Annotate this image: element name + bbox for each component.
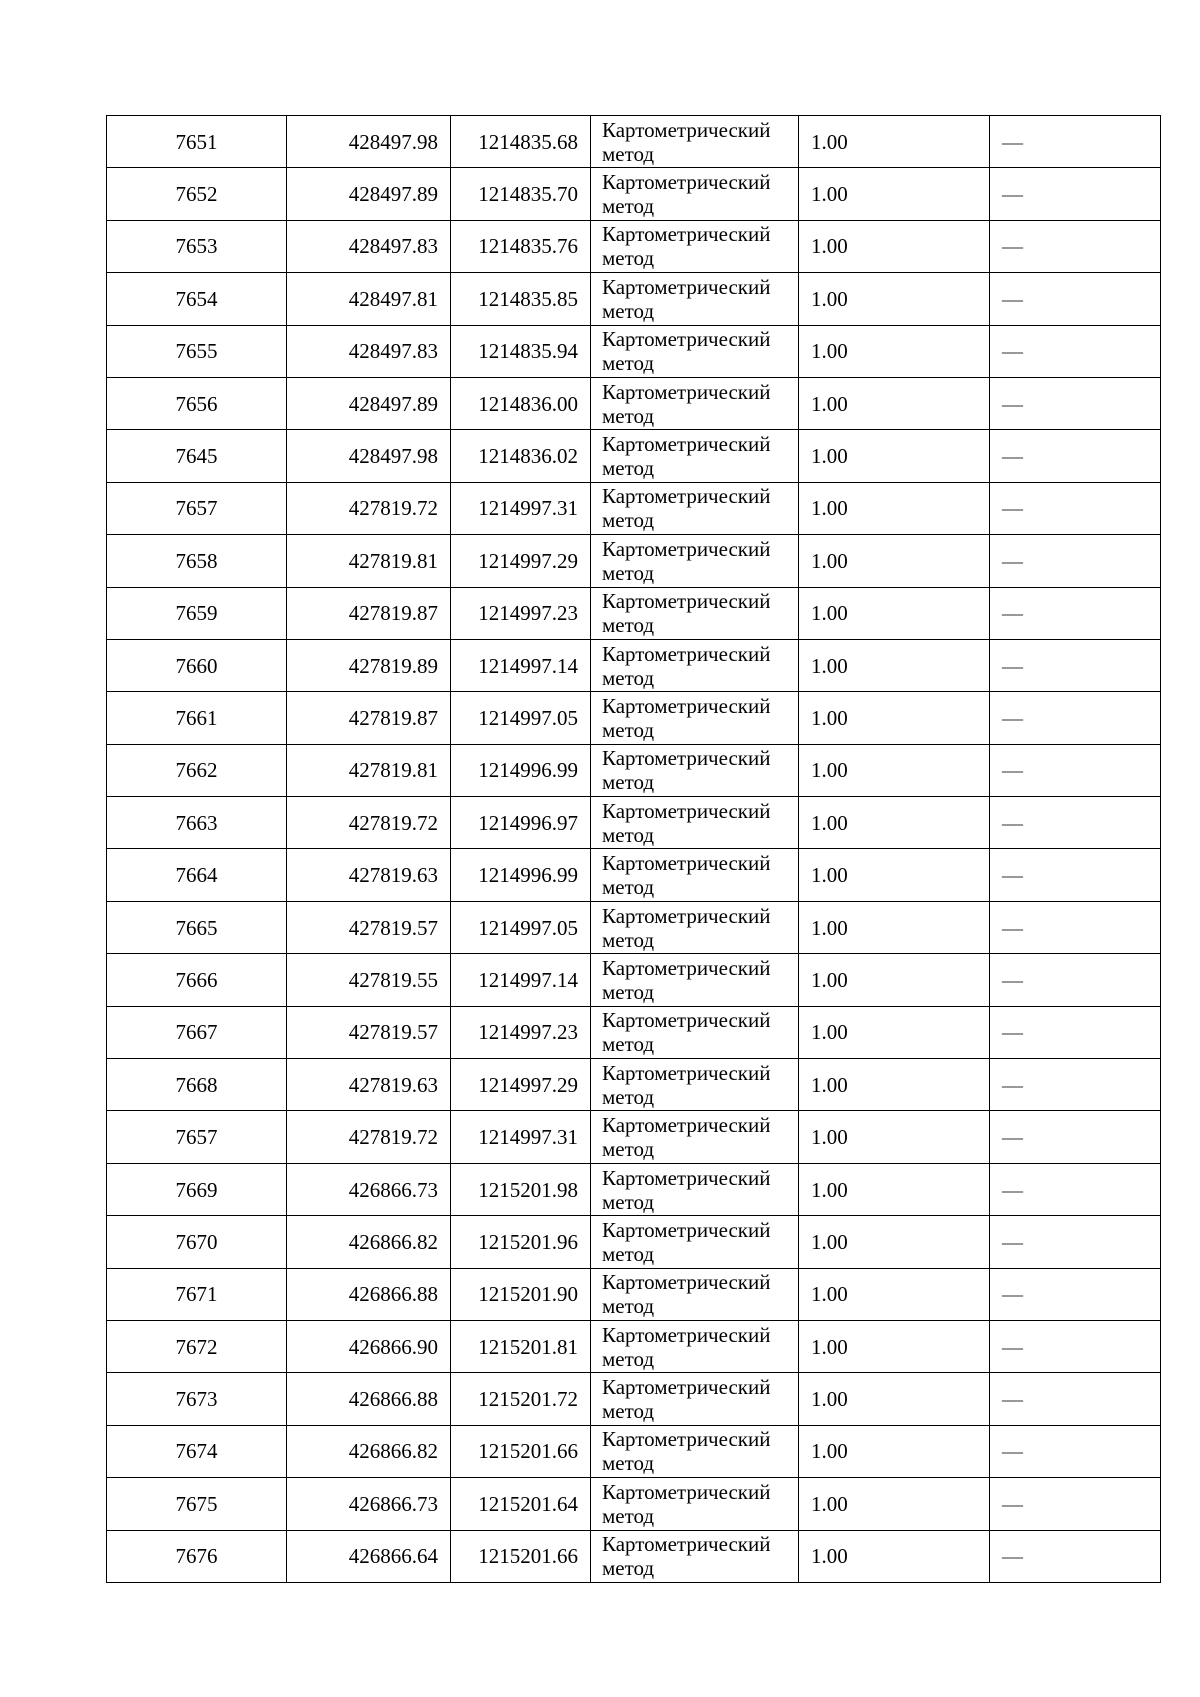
accuracy-cell: 1.00 (799, 377, 990, 429)
accuracy-cell: 1.00 (799, 1163, 990, 1215)
x-coordinate-cell: 426866.90 (287, 1320, 451, 1372)
method-cell (591, 1320, 799, 1372)
point-number-cell: 7656 (107, 377, 287, 429)
method-text: Картометрический метод (602, 274, 771, 323)
description-cell: — (990, 220, 1161, 272)
method-cell (591, 273, 799, 325)
method-text: Картометрический метод (602, 1270, 771, 1319)
method-cell (591, 377, 799, 429)
point-number-cell: 7651 (107, 116, 287, 168)
description-cell: — (990, 377, 1161, 429)
method-cell (591, 797, 799, 849)
description-cell: — (990, 1268, 1161, 1320)
point-number-cell: 7658 (107, 535, 287, 587)
accuracy-cell: 1.00 (799, 849, 990, 901)
method-cell (591, 535, 799, 587)
table-row (107, 1373, 1161, 1425)
x-coordinate-cell: 427819.87 (287, 587, 451, 639)
table-row (107, 1478, 1161, 1530)
y-coordinate-cell: 1214996.99 (451, 744, 591, 796)
table-row (107, 1216, 1161, 1268)
accuracy-cell: 1.00 (799, 1320, 990, 1372)
description-cell: — (990, 587, 1161, 639)
accuracy-cell: 1.00 (799, 744, 990, 796)
y-coordinate-cell: 1214997.23 (451, 1006, 591, 1058)
point-number-cell: 7660 (107, 639, 287, 691)
y-coordinate-cell: 1214835.76 (451, 220, 591, 272)
method-text: Картометрический метод (602, 1113, 771, 1162)
method-text: Картометрический метод (602, 484, 771, 533)
x-coordinate-cell: 426866.64 (287, 1530, 451, 1582)
table-row (107, 692, 1161, 744)
point-number-cell: 7670 (107, 1216, 287, 1268)
description-cell: — (990, 639, 1161, 691)
table-row (107, 797, 1161, 849)
y-coordinate-cell: 1215201.98 (451, 1163, 591, 1215)
y-coordinate-cell: 1214997.29 (451, 1059, 591, 1111)
description-cell: — (990, 1059, 1161, 1111)
accuracy-cell: 1.00 (799, 1059, 990, 1111)
method-text: Картометрический метод (602, 1060, 771, 1109)
coordinates-table (106, 115, 1161, 1583)
point-number-cell: 7675 (107, 1478, 287, 1530)
x-coordinate-cell: 427819.72 (287, 797, 451, 849)
table-row (107, 849, 1161, 901)
method-text: Картометрический метод (602, 1375, 771, 1424)
y-coordinate-cell: 1215201.90 (451, 1268, 591, 1320)
x-coordinate-cell: 427819.55 (287, 954, 451, 1006)
description-cell: — (990, 744, 1161, 796)
y-coordinate-cell: 1214996.99 (451, 849, 591, 901)
y-coordinate-cell: 1214997.14 (451, 954, 591, 1006)
description-cell: — (990, 1373, 1161, 1425)
table-row (107, 1320, 1161, 1372)
method-cell (591, 1059, 799, 1111)
x-coordinate-cell: 427819.81 (287, 744, 451, 796)
x-coordinate-cell: 428497.89 (287, 168, 451, 220)
table-row (107, 1163, 1161, 1215)
accuracy-cell: 1.00 (799, 482, 990, 534)
table-row (107, 639, 1161, 691)
description-cell: — (990, 1530, 1161, 1582)
accuracy-cell: 1.00 (799, 797, 990, 849)
accuracy-cell: 1.00 (799, 692, 990, 744)
method-cell (591, 744, 799, 796)
point-number-cell: 7669 (107, 1163, 287, 1215)
accuracy-cell: 1.00 (799, 273, 990, 325)
description-cell: — (990, 482, 1161, 534)
x-coordinate-cell: 428497.89 (287, 377, 451, 429)
description-cell: — (990, 430, 1161, 482)
table-row (107, 430, 1161, 482)
description-cell: — (990, 1111, 1161, 1163)
method-cell (591, 430, 799, 482)
x-coordinate-cell: 426866.88 (287, 1268, 451, 1320)
method-cell (591, 116, 799, 168)
method-cell (591, 1216, 799, 1268)
method-cell (591, 1268, 799, 1320)
x-coordinate-cell: 426866.73 (287, 1163, 451, 1215)
point-number-cell: 7663 (107, 797, 287, 849)
table-row (107, 1059, 1161, 1111)
method-text: Картометрический метод (602, 1008, 771, 1057)
y-coordinate-cell: 1215201.66 (451, 1425, 591, 1477)
y-coordinate-cell: 1215201.66 (451, 1530, 591, 1582)
point-number-cell: 7659 (107, 587, 287, 639)
accuracy-cell: 1.00 (799, 325, 990, 377)
point-number-cell: 7645 (107, 430, 287, 482)
point-number-cell: 7657 (107, 1111, 287, 1163)
y-coordinate-cell: 1214835.68 (451, 116, 591, 168)
method-cell (591, 168, 799, 220)
y-coordinate-cell: 1214835.70 (451, 168, 591, 220)
method-cell (591, 1478, 799, 1530)
description-cell: — (990, 954, 1161, 1006)
method-cell (591, 1530, 799, 1582)
point-number-cell: 7667 (107, 1006, 287, 1058)
x-coordinate-cell: 426866.88 (287, 1373, 451, 1425)
x-coordinate-cell: 427819.81 (287, 535, 451, 587)
method-text: Картометрический метод (602, 1479, 771, 1528)
accuracy-cell: 1.00 (799, 1530, 990, 1582)
coordinates-table-body (107, 116, 1161, 1583)
point-number-cell: 7671 (107, 1268, 287, 1320)
y-coordinate-cell: 1214997.23 (451, 587, 591, 639)
x-coordinate-cell: 426866.82 (287, 1425, 451, 1477)
accuracy-cell: 1.00 (799, 1216, 990, 1268)
point-number-cell: 7672 (107, 1320, 287, 1372)
description-cell: — (990, 849, 1161, 901)
accuracy-cell: 1.00 (799, 587, 990, 639)
point-number-cell: 7657 (107, 482, 287, 534)
accuracy-cell: 1.00 (799, 116, 990, 168)
x-coordinate-cell: 427819.57 (287, 1006, 451, 1058)
x-coordinate-cell: 426866.73 (287, 1478, 451, 1530)
point-number-cell: 7653 (107, 220, 287, 272)
accuracy-cell: 1.00 (799, 430, 990, 482)
y-coordinate-cell: 1214997.14 (451, 639, 591, 691)
x-coordinate-cell: 427819.72 (287, 482, 451, 534)
y-coordinate-cell: 1214996.97 (451, 797, 591, 849)
point-number-cell: 7662 (107, 744, 287, 796)
table-row (107, 535, 1161, 587)
method-text: Картометрический метод (602, 851, 771, 900)
y-coordinate-cell: 1214836.02 (451, 430, 591, 482)
accuracy-cell: 1.00 (799, 1268, 990, 1320)
method-cell (591, 639, 799, 691)
point-number-cell: 7661 (107, 692, 287, 744)
table-row (107, 901, 1161, 953)
accuracy-cell: 1.00 (799, 901, 990, 953)
x-coordinate-cell: 428497.81 (287, 273, 451, 325)
y-coordinate-cell: 1215201.81 (451, 1320, 591, 1372)
method-text: Картометрический метод (602, 1322, 771, 1371)
method-cell (591, 1163, 799, 1215)
table-row (107, 744, 1161, 796)
x-coordinate-cell: 427819.57 (287, 901, 451, 953)
description-cell: — (990, 692, 1161, 744)
description-cell: — (990, 535, 1161, 587)
y-coordinate-cell: 1214835.85 (451, 273, 591, 325)
method-cell (591, 220, 799, 272)
description-cell: — (990, 168, 1161, 220)
accuracy-cell: 1.00 (799, 220, 990, 272)
method-text: Картометрический метод (602, 379, 771, 428)
y-coordinate-cell: 1215201.64 (451, 1478, 591, 1530)
accuracy-cell: 1.00 (799, 1425, 990, 1477)
accuracy-cell: 1.00 (799, 1111, 990, 1163)
point-number-cell: 7664 (107, 849, 287, 901)
method-cell (591, 325, 799, 377)
description-cell: — (990, 1320, 1161, 1372)
x-coordinate-cell: 428497.83 (287, 325, 451, 377)
method-text: Картометрический метод (602, 170, 771, 219)
table-row (107, 116, 1161, 168)
point-number-cell: 7676 (107, 1530, 287, 1582)
table-row (107, 1530, 1161, 1582)
table-row (107, 1111, 1161, 1163)
accuracy-cell: 1.00 (799, 168, 990, 220)
x-coordinate-cell: 427819.87 (287, 692, 451, 744)
table-row (107, 325, 1161, 377)
description-cell: — (990, 273, 1161, 325)
method-text: Картометрический метод (602, 432, 771, 481)
description-cell: — (990, 1006, 1161, 1058)
method-text: Картометрический метод (602, 955, 771, 1004)
point-number-cell: 7654 (107, 273, 287, 325)
table-row (107, 1006, 1161, 1058)
table-row (107, 377, 1161, 429)
point-number-cell: 7665 (107, 901, 287, 953)
method-cell (591, 1111, 799, 1163)
point-number-cell: 7673 (107, 1373, 287, 1425)
method-cell (591, 482, 799, 534)
accuracy-cell: 1.00 (799, 535, 990, 587)
x-coordinate-cell: 427819.63 (287, 1059, 451, 1111)
method-text: Картометрический метод (602, 536, 771, 585)
y-coordinate-cell: 1214997.31 (451, 1111, 591, 1163)
description-cell: — (990, 325, 1161, 377)
x-coordinate-cell: 426866.82 (287, 1216, 451, 1268)
description-cell: — (990, 797, 1161, 849)
method-text: Картометрический метод (602, 1165, 771, 1214)
y-coordinate-cell: 1214836.00 (451, 377, 591, 429)
method-cell (591, 954, 799, 1006)
point-number-cell: 7668 (107, 1059, 287, 1111)
accuracy-cell: 1.00 (799, 1373, 990, 1425)
description-cell: — (990, 1163, 1161, 1215)
table-row (107, 168, 1161, 220)
method-text: Картометрический метод (602, 117, 771, 166)
point-number-cell: 7655 (107, 325, 287, 377)
accuracy-cell: 1.00 (799, 639, 990, 691)
table-row (107, 587, 1161, 639)
method-text: Картометрический метод (602, 1427, 771, 1476)
method-text: Картометрический метод (602, 746, 771, 795)
accuracy-cell: 1.00 (799, 1478, 990, 1530)
method-text: Картометрический метод (602, 222, 771, 271)
method-cell (591, 849, 799, 901)
method-text: Картометрический метод (602, 693, 771, 742)
x-coordinate-cell: 428497.98 (287, 430, 451, 482)
x-coordinate-cell: 427819.72 (287, 1111, 451, 1163)
table-row (107, 1268, 1161, 1320)
method-cell (591, 901, 799, 953)
table-row (107, 220, 1161, 272)
y-coordinate-cell: 1214997.29 (451, 535, 591, 587)
description-cell: — (990, 1425, 1161, 1477)
method-cell (591, 692, 799, 744)
y-coordinate-cell: 1215201.96 (451, 1216, 591, 1268)
table-row (107, 954, 1161, 1006)
method-text: Картометрический метод (602, 1217, 771, 1266)
method-text: Картометрический метод (602, 798, 771, 847)
method-cell (591, 1006, 799, 1058)
method-text: Картометрический метод (602, 641, 771, 690)
x-coordinate-cell: 427819.63 (287, 849, 451, 901)
table-row (107, 1425, 1161, 1477)
accuracy-cell: 1.00 (799, 954, 990, 1006)
method-text: Картометрический метод (602, 903, 771, 952)
y-coordinate-cell: 1214997.05 (451, 692, 591, 744)
y-coordinate-cell: 1214997.05 (451, 901, 591, 953)
table-row (107, 273, 1161, 325)
description-cell: — (990, 1216, 1161, 1268)
point-number-cell: 7674 (107, 1425, 287, 1477)
method-cell (591, 587, 799, 639)
x-coordinate-cell: 428497.83 (287, 220, 451, 272)
table-row (107, 482, 1161, 534)
description-cell: — (990, 901, 1161, 953)
x-coordinate-cell: 427819.89 (287, 639, 451, 691)
accuracy-cell: 1.00 (799, 1006, 990, 1058)
x-coordinate-cell: 428497.98 (287, 116, 451, 168)
description-cell: — (990, 1478, 1161, 1530)
point-number-cell: 7666 (107, 954, 287, 1006)
y-coordinate-cell: 1214997.31 (451, 482, 591, 534)
point-number-cell: 7652 (107, 168, 287, 220)
description-cell: — (990, 116, 1161, 168)
method-text: Картометрический метод (602, 327, 771, 376)
method-cell (591, 1425, 799, 1477)
y-coordinate-cell: 1215201.72 (451, 1373, 591, 1425)
method-text: Картометрический метод (602, 1532, 771, 1581)
method-text: Картометрический метод (602, 589, 771, 638)
y-coordinate-cell: 1214835.94 (451, 325, 591, 377)
method-cell (591, 1373, 799, 1425)
